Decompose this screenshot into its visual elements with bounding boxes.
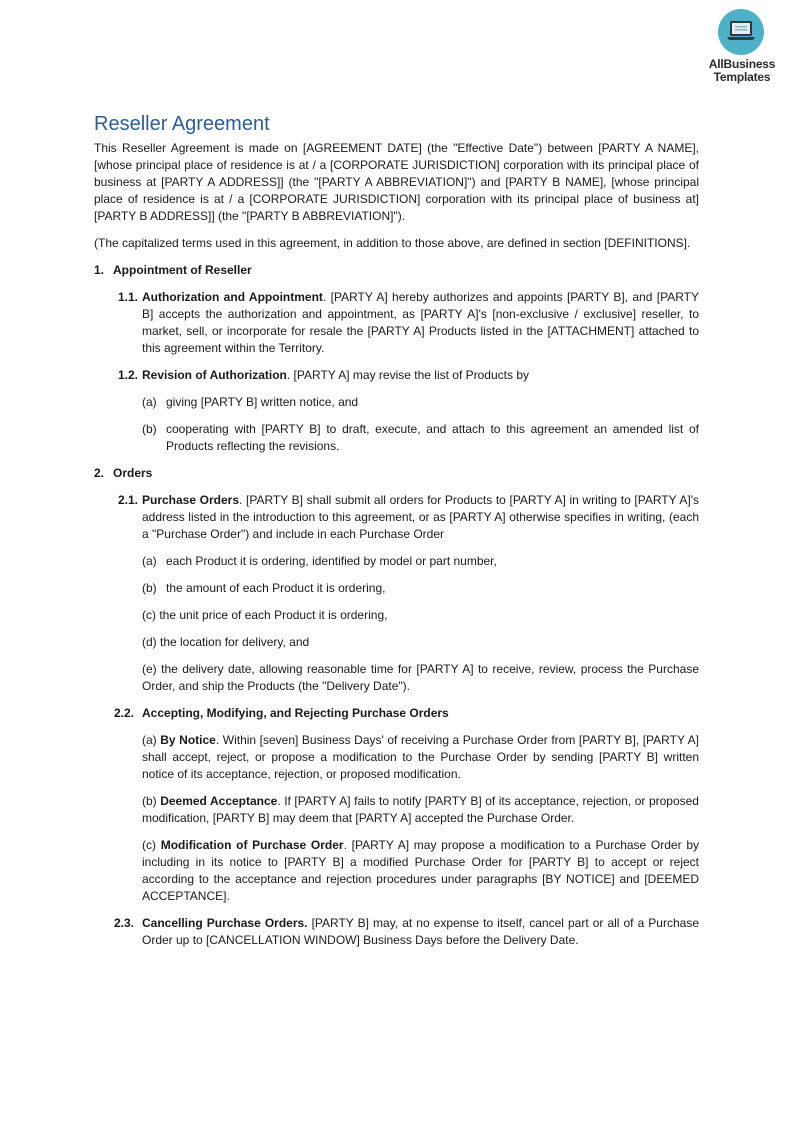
logo-text-line2: Templates	[713, 70, 771, 84]
section-heading-1	[94, 262, 699, 279]
subclause-2-1-b	[142, 580, 699, 597]
subclause-1-2-a	[142, 394, 699, 411]
subclause-label: (a)	[142, 395, 157, 409]
clause-heading: Purchase Orders	[142, 493, 240, 507]
subclause-text: cooperating with [PARTY B] to draft, execute, and attach to this agreement an amended list of Products reflecting the revisions.	[166, 422, 699, 453]
section-title: Appointment of Reseller	[113, 263, 252, 277]
subclause-text: the amount of each Product it is ordering,	[166, 581, 386, 595]
clause-text: . [PARTY A] may revise the list of Products by	[286, 368, 529, 382]
subclause-label: (a)	[142, 733, 157, 747]
subclause-text: . Within [seven] Business Days' of receiving a Purchase Order from [PARTY B], [PARTY A] shall accept, reject, or propose a modification to the Purchase Order by sending [PARTY B] written notice of its acceptance, rejection, or proposed modification.	[142, 733, 699, 781]
clause-text: . [PARTY A] hereby authorizes and appoints [PARTY B], and [PARTY B] accepts the authorization and appointment, as [PARTY A]'s [non-exclusive / exclusive] reseller, to market, sell, or incorporate for resale the [PARTY A] Products listed in the [ATTACHMENT] attached to this agreement within the Territory.	[142, 290, 699, 355]
subclause-1-2-b	[142, 421, 699, 455]
section-number: 1.	[94, 263, 105, 277]
clause-number: 2.3.	[114, 916, 135, 930]
subclause-2-1-e: (e) the delivery date, allowing reasonable time for [PARTY A] to receive, review, process the Purchase Order, and ship the Products (the "Delivery Date").	[142, 662, 699, 693]
clause-heading: Revision of Authorization	[142, 368, 287, 382]
clause-heading: Authorization and Appointment	[142, 290, 323, 304]
subclause-text: . [PARTY A] may propose a modification to a Purchase Order by including in its notice to [PARTY B] a modified Purchase Order for [PARTY B] to accept or reject according to the acceptance and rejection procedures under paragraphs [BY NOTICE] and [DEEMED ACCEPTANCE].	[142, 838, 699, 903]
clause-1-2	[118, 367, 699, 384]
clause-text: [PARTY B] may, at no expense to itself, cancel part or all of a Purchase Order up to [CANCELLATION WINDOW] Business Days before the Delivery Date.	[142, 916, 700, 947]
clause-text: . [PARTY B] shall submit all orders for Products to [PARTY A] in writing to [PARTY A]'s address listed in the introduction to this agreement, or as [PARTY A] otherwise specifies in writing, (each a "Purchase Order") and include in each Purchase Order	[142, 493, 699, 541]
subclause-2-2-a	[142, 732, 699, 783]
subclause-2-2-c	[142, 837, 699, 905]
subclause-label: (b)	[142, 581, 157, 595]
laptop-icon	[717, 8, 767, 58]
clause-heading: Accepting, Modifying, and Rejecting Purchase Orders	[142, 706, 449, 720]
clause-body	[142, 492, 699, 543]
clause-1-1	[118, 289, 699, 357]
subclause-heading: By Notice	[160, 733, 216, 747]
subclause-label: (b)	[142, 422, 157, 436]
logo	[700, 8, 784, 84]
section-heading-2	[94, 465, 699, 482]
clause-2-1	[118, 492, 699, 543]
clause-2-2	[114, 705, 699, 722]
subclause-label: (b)	[142, 794, 157, 808]
clause-number: 2.1.	[118, 493, 139, 507]
clause-body	[142, 367, 699, 384]
subclause-label: (a)	[142, 554, 157, 568]
subclause-heading: Deemed Acceptance	[160, 794, 278, 808]
page-title: Reseller Agreement	[94, 113, 270, 135]
section-title: Orders	[113, 466, 153, 480]
document-body	[94, 112, 699, 959]
subclause-2-1-c: (c) the unit price of each Product it is ordering,	[142, 608, 388, 622]
subclause-2-1-d: (d) the location for delivery, and	[142, 635, 310, 649]
subclause-heading: Modification of Purchase Order	[160, 838, 344, 852]
intro-paragraph: This Reseller Agreement is made on [AGREEMENT DATE] (the "Effective Date") between [PARTY A NAME], [whose principal place of residence is at / a [CORPORATE JURISDICTION] corporation with its principal place of business at [PARTY A ADDRESS]] (the "[PARTY A ABBREVIATION]") and [PARTY B NAME], [whose principal place of residence is at / a [CORPORATE JURISDICTION] corporation with its principal place of business at] [PARTY B ADDRESS]] (the "[PARTY B ABBREVIATION]").	[94, 141, 699, 223]
clause-number: 2.2.	[114, 706, 135, 720]
clause-body	[142, 915, 699, 949]
clause-number: 1.2.	[118, 368, 139, 382]
section-number: 2.	[94, 466, 105, 480]
clause-heading: Cancelling Purchase Orders.	[142, 916, 308, 930]
clause-body	[142, 289, 699, 357]
subclause-text: . If [PARTY A] fails to notify [PARTY B] of its acceptance, rejection, or proposed modification, [PARTY B] may deem that [PARTY A] accepted the Purchase Order.	[142, 794, 699, 825]
definitions-note: (The capitalized terms used in this agreement, in addition to those above, are defined in section [DEFINITIONS].	[94, 236, 691, 250]
subclause-2-2-b	[142, 793, 699, 827]
subclause-2-1-a	[142, 553, 699, 570]
subclause-text: giving [PARTY B] written notice, and	[166, 395, 359, 409]
subclause-label: (c)	[142, 838, 156, 852]
clause-number: 1.1.	[118, 290, 139, 304]
subclause-text: each Product it is ordering, identified by model or part number,	[166, 554, 497, 568]
logo-text-line1: AllBusiness	[708, 57, 776, 71]
clause-2-3	[114, 915, 699, 949]
